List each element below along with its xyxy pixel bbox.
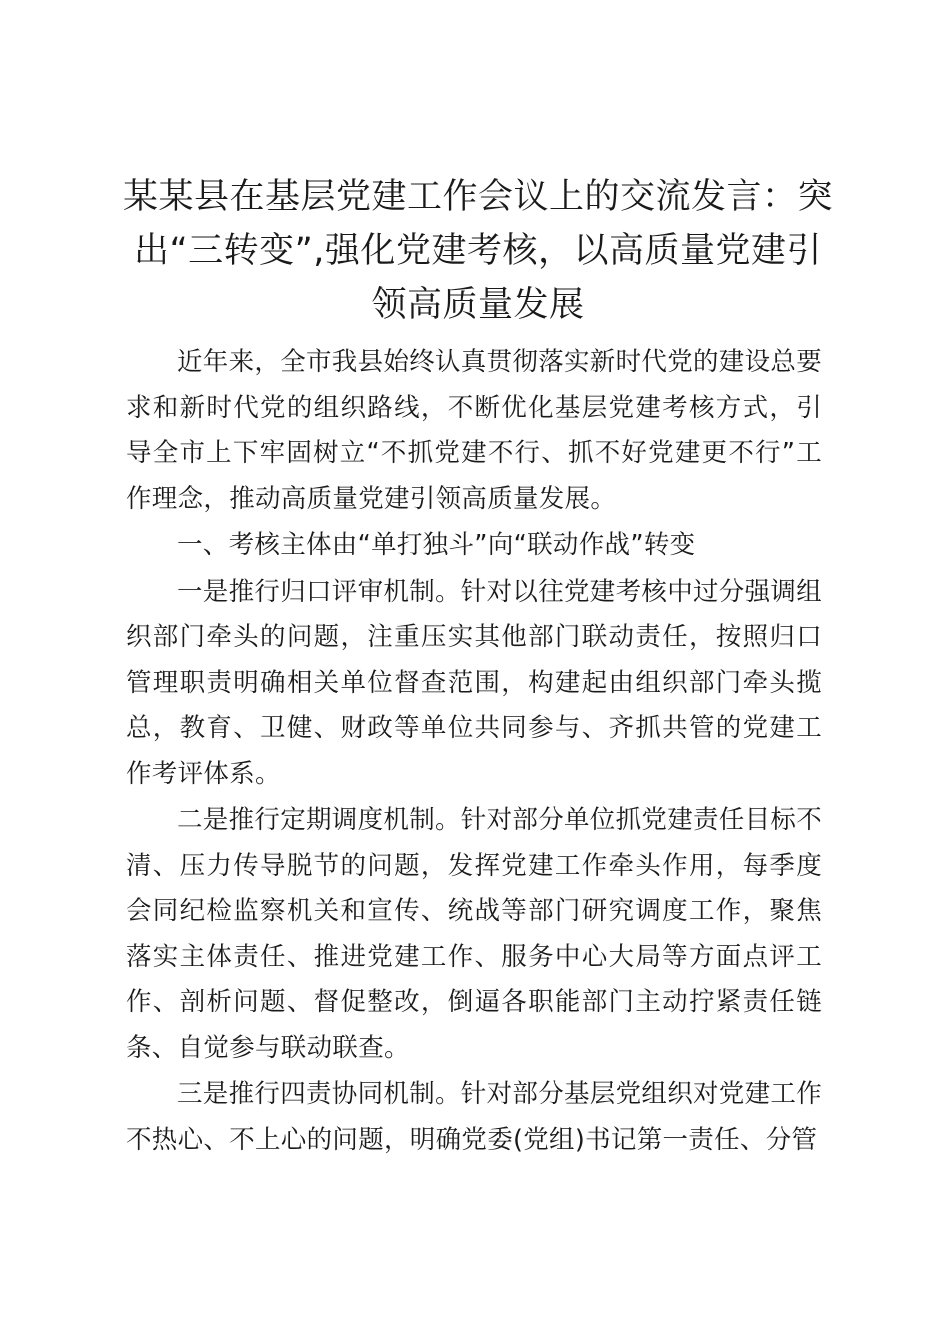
document-title: 某某县在基层党建工作会议上的交流发言：突出“三转变”,强化党建考核，以高质量党建引领高质量发展	[122, 177, 833, 325]
section-heading-1: 一、考核主体由“单打独斗”向“联动作战”转变	[177, 530, 696, 560]
paragraph-point-3: 三是推行四责协同机制。针对部分基层党组织对党建工作不热心、不上心的问题，明确党委(党组)书记第一责任、分管	[126, 1079, 823, 1155]
paragraph-point-2: 二是推行定期调度机制。针对部分单位抓党建责任目标不清、压力传导脱节的问题，发挥党建工作牵头作用，每季度会同纪检监察机关和宣传、统战等部门研究调度工作，聚焦落实主体责任、推进党建工作、服务中心大局等方面点评工作、剖析问题、督促整改，倒逼各职能部门主动拧紧责任链条、自觉参与联动联查。	[126, 805, 823, 1063]
paragraph-intro: 近年来，全市我县始终认真贯彻落实新时代党的建设总要求和新时代党的组织路线，不断优化基层党建考核方式，引导全市上下牢固树立“不抓党建不行、抓不好党建更不行”工作理念，推动高质量党建引领高质量发展。	[126, 347, 823, 514]
document-body	[126, 340, 822, 1163]
paragraph-point-1: 一是推行归口评审机制。针对以往党建考核中过分强调组织部门牵头的问题，注重压实其他部门联动责任，按照归口管理职责明确相关单位督查范围，构建起由组织部门牵头揽总，教育、卫健、财政等单位共同参与、齐抓共管的党建工作考评体系。	[126, 576, 823, 789]
